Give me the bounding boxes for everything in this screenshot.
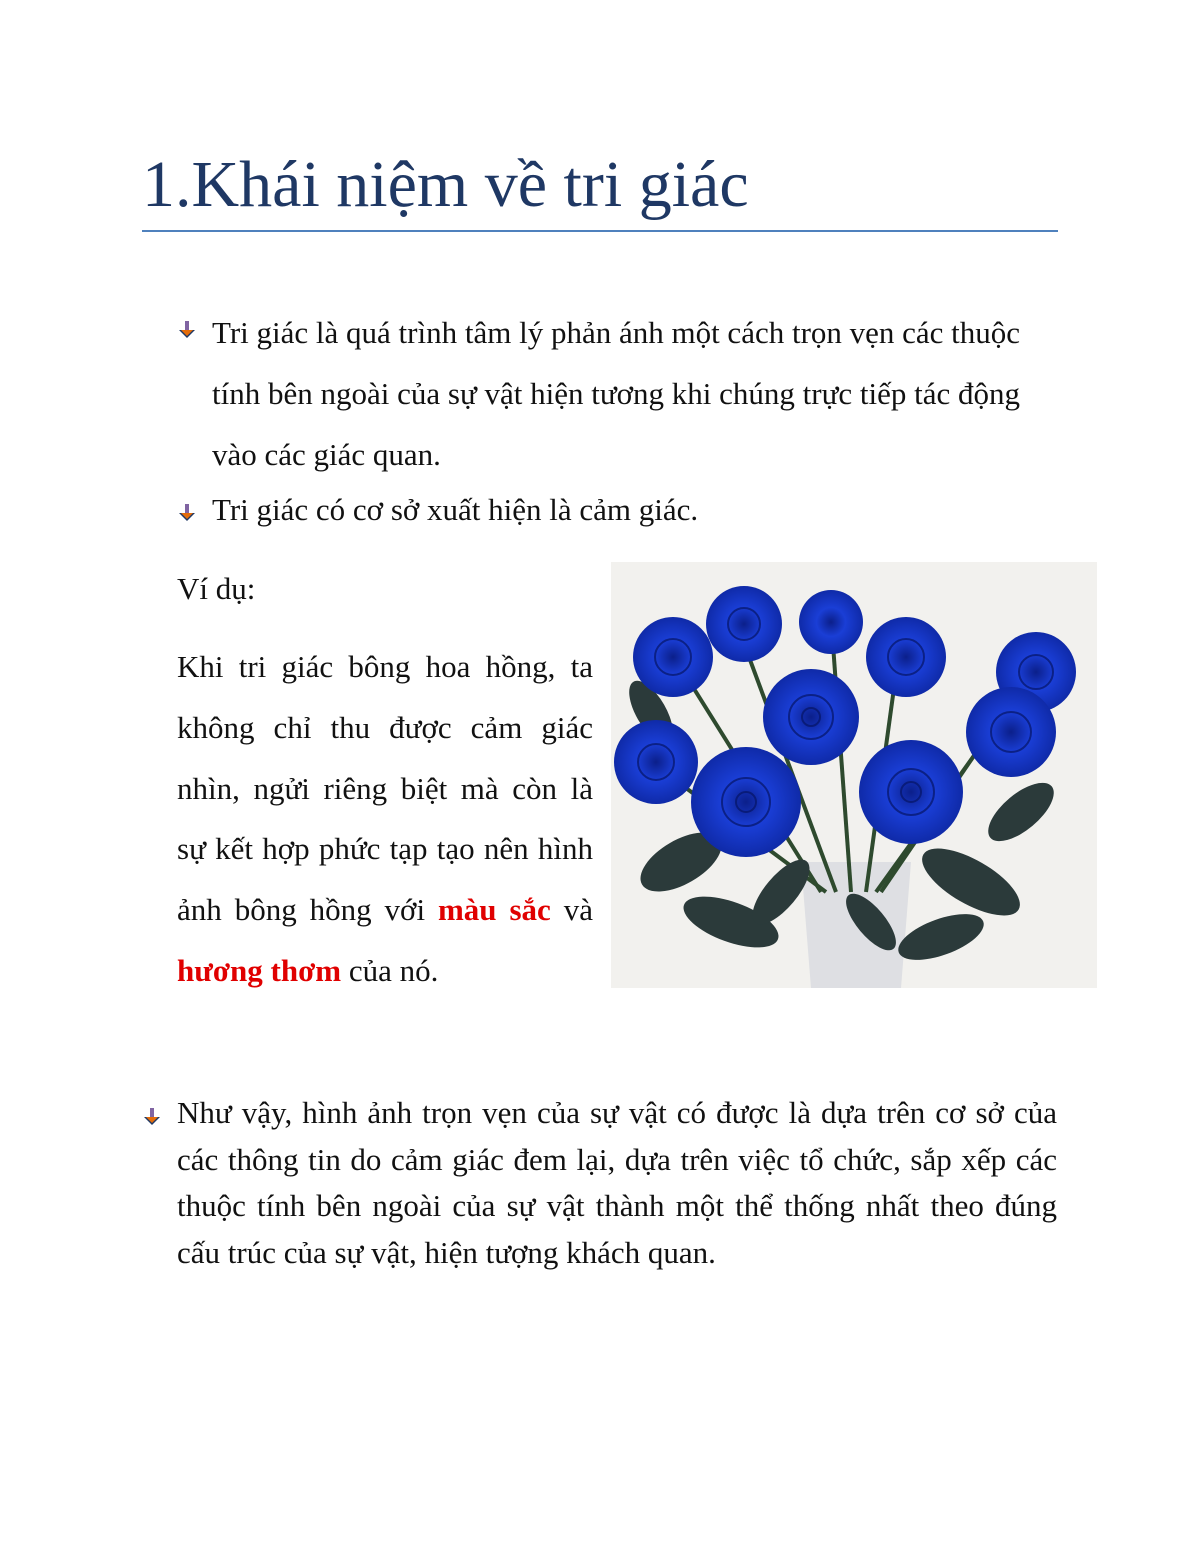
example-label: Ví dụ: [177, 571, 256, 606]
bullet-basis: Tri giác có cơ sở xuất hiện là cảm giác. [212, 492, 699, 527]
blue-roses-image [611, 562, 1097, 988]
arrow-bullet-icon [141, 1107, 163, 1127]
title-underline [142, 230, 1058, 232]
bullet-conclusion: Như vậy, hình ảnh trọn vẹn của sự vật có được là dựa trên cơ sở của các thông tin do cảm giác đem lại, dựa trên việc tổ chức, sắp xếp các thuộc tính bên ngoài của sự vật thành một thể thống nhất theo đúng cấu trúc của sự vật, hiện tượng khách quan. [177, 1095, 1057, 1270]
bullet-definition: Tri giác là quá trình tâm lý phản ánh một cách trọn vẹn các thuộc tính bên ngoài của sự vật hiện tương khi chúng trực tiếp tác động vào các giác quan. [212, 315, 1021, 472]
arrow-bullet-icon [176, 503, 198, 523]
example-text-start: Khi tri giác bông hoa hồng, ta không chỉ thu được cảm giác nhìn, ngửi riêng biệt mà còn là sự kết hợp phức tạp tạo nên hình ảnh bông hồng với [177, 649, 593, 928]
example-text-middle: và [550, 892, 594, 928]
blue-roses-bouquet-icon [611, 562, 1097, 988]
highlight-color: màu sắc [437, 892, 551, 928]
highlight-scent: hương thơm [177, 952, 342, 988]
example-paragraph [177, 637, 593, 1002]
page-title: 1.Khái niệm về tri giác [142, 148, 749, 221]
arrow-bullet-icon [176, 320, 198, 340]
example-text-end: của nó. [341, 952, 439, 988]
